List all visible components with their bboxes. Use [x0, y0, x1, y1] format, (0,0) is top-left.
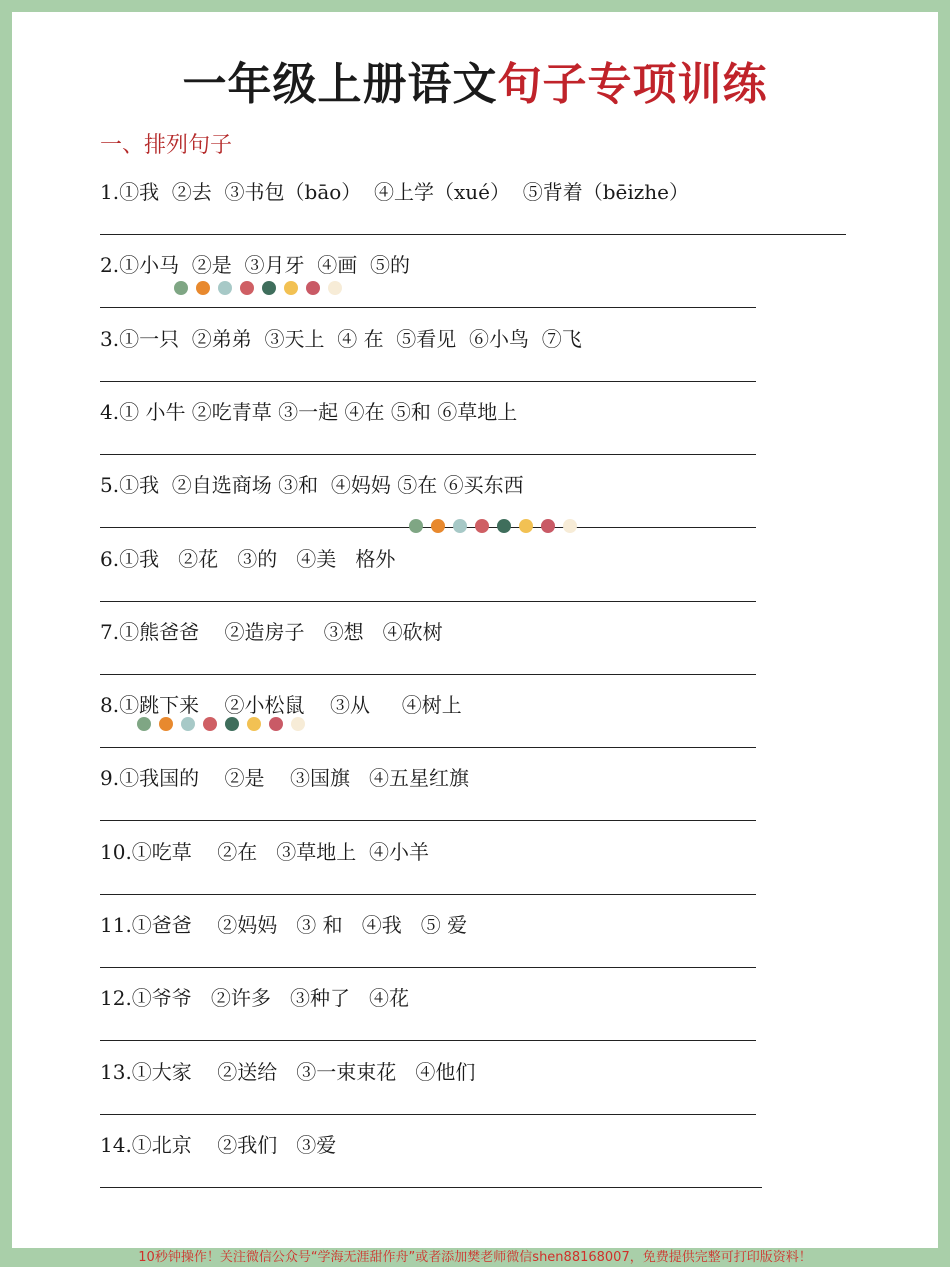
dot-icon	[541, 519, 555, 533]
answer-line-10[interactable]	[100, 894, 756, 895]
answer-line-8[interactable]	[100, 747, 756, 748]
dot-icon	[225, 717, 239, 731]
answer-line-11[interactable]	[100, 967, 756, 968]
dot-icon	[159, 717, 173, 731]
dot-icon	[218, 281, 232, 295]
dot-icon	[431, 519, 445, 533]
answer-line-2[interactable]	[100, 307, 756, 308]
decorative-dots-1	[174, 281, 342, 295]
dot-icon	[181, 717, 195, 731]
answer-line-3[interactable]	[100, 381, 756, 382]
page-title	[0, 48, 950, 112]
answer-line-9[interactable]	[100, 820, 756, 821]
answer-line-12[interactable]	[100, 1040, 756, 1041]
decorative-dots-3	[137, 717, 305, 731]
answer-line-1[interactable]	[100, 234, 846, 235]
answer-line-7[interactable]	[100, 674, 756, 675]
dot-icon	[328, 281, 342, 295]
dot-icon	[247, 717, 261, 731]
dot-icon	[475, 519, 489, 533]
question-3: 3.①一只 ②弟弟 ③天上 ④ 在 ⑤看见 ⑥小鸟 ⑦飞	[100, 326, 582, 351]
dot-icon	[196, 281, 210, 295]
dot-icon	[137, 717, 151, 731]
question-11: 11.①爸爸 ②妈妈 ③ 和 ④我 ⑤ 爱	[100, 913, 468, 937]
decorative-dots-2	[409, 519, 577, 533]
dot-icon	[203, 717, 217, 731]
question-2: 2.①小马 ②是 ③月牙 ④画 ⑤的	[100, 253, 410, 278]
dot-icon	[409, 519, 423, 533]
dot-icon	[269, 717, 283, 731]
dot-icon	[497, 519, 511, 533]
title-highlight: 句子专项训练	[497, 59, 768, 110]
question-1: 1.①我 ②去 ③书包（bāo） ④上学（xué） ⑤背着（bēizhe）	[100, 180, 689, 204]
question-7: 7.①熊爸爸 ②造房子 ③想 ④砍树	[100, 619, 443, 644]
question-8: 8.①跳下来 ②小松鼠 ③从 ④树上	[100, 693, 462, 718]
answer-line-4[interactable]	[100, 454, 756, 455]
dot-icon	[453, 519, 467, 533]
question-4: 4.① 小牛 ②吃青草 ③一起 ④在 ⑤和 ⑥草地上	[100, 399, 518, 424]
answer-line-13[interactable]	[100, 1114, 756, 1115]
dot-icon	[174, 281, 188, 295]
question-10: 10.①吃草 ②在 ③草地上 ④小羊	[100, 839, 430, 864]
dot-icon	[563, 519, 577, 533]
dot-icon	[284, 281, 298, 295]
question-6: 6.①我 ②花 ③的 ④美 格外	[100, 546, 396, 571]
answer-line-14[interactable]	[100, 1187, 762, 1188]
question-14: 14.①北京 ②我们 ③爱	[100, 1132, 337, 1157]
dot-icon	[240, 281, 254, 295]
question-5: 5.①我 ②自选商场 ③和 ④妈妈 ⑤在 ⑥买东西	[100, 473, 524, 498]
answer-line-6[interactable]	[100, 601, 756, 602]
dot-icon	[306, 281, 320, 295]
question-9: 9.①我国的 ②是 ③国旗 ④五星红旗	[100, 766, 470, 791]
section-heading: 一、排列句子	[100, 133, 233, 158]
question-13: 13.①大家 ②送给 ③一束束花 ④他们	[100, 1059, 476, 1084]
dot-icon	[262, 281, 276, 295]
title-main: 一年级上册语文	[182, 59, 498, 110]
question-12: 12.①爷爷 ②许多 ③种了 ④花	[100, 986, 410, 1011]
dot-icon	[291, 717, 305, 731]
dot-icon	[519, 519, 533, 533]
footer-notice: 10秒钟操作！关注微信公众号“学海无涯甜作舟”或者添加樊老师微信shen88168007，免费提供完整可打印版资料！	[138, 1250, 812, 1265]
